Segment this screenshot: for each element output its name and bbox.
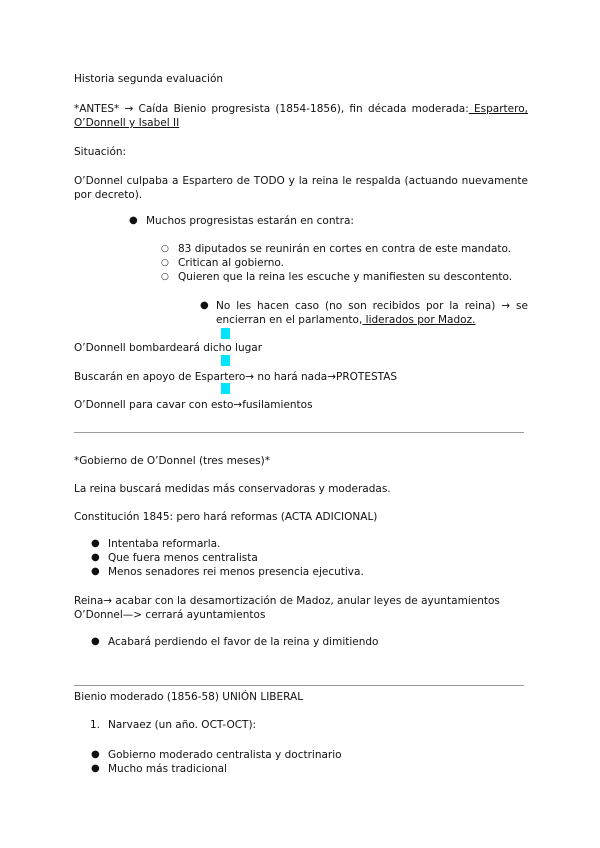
consequence-2: Buscarán en apoyo de Espartero→ no hará nada→PROTESTAS [74, 371, 398, 383]
numbered-item-1: Narvaez (un año. OCT-OCT): [108, 719, 257, 731]
level3-text: No les hacen caso (no son recibidos por la reina) → se encierran en el parlamento, [216, 300, 528, 326]
level2-bullet-2: Critican al gobierno. [178, 257, 284, 269]
bullet-dot-icon: ● [91, 636, 100, 647]
bullet-dot-icon: ● [91, 763, 100, 774]
comment-marker-icon[interactable] [221, 355, 230, 366]
consequence-3: O’Donnell para cavar con esto→fusilamientos [74, 399, 313, 411]
level3-underlined: liderados por Madoz. [362, 314, 476, 326]
horizontal-divider [74, 685, 524, 686]
gobierno-bullet-1: Intentaba reformarla. [108, 538, 221, 550]
page-title: Historia segunda evaluación [74, 73, 224, 85]
gobierno-bullet-2: Que fuera menos centralista [108, 552, 258, 564]
bullet-dot-icon: ● [129, 215, 138, 226]
odonnel-cerrara: O’Donnel—> cerrará ayuntamientos [74, 609, 266, 621]
consequence-1: O’Donnell bombardeará dicho lugar [74, 342, 263, 354]
bienio-heading: Bienio moderado (1856-58) UNIÓN LIBERAL [74, 691, 304, 703]
circle-bullet-icon: ○ [161, 258, 169, 268]
circle-bullet-icon: ○ [161, 244, 169, 254]
level2-bullet-3: Quieren que la reina les escuche y manifiesten su descontento. [178, 271, 513, 283]
bienio-bullet-2: Mucho más tradicional [108, 763, 227, 775]
numbered-item-number: 1. [90, 719, 101, 731]
situacion-label: Situación: [74, 146, 127, 158]
gobierno-bullet-3: Menos senadores rei menos presencia ejecutiva. [108, 566, 364, 578]
antes-text: *ANTES* → Caída Bienio progresista (1854-1856), fin década moderada: [74, 103, 469, 115]
gobierno-final-bullet: Acabará perdiendo el favor de la reina y dimitiendo [108, 636, 379, 648]
odonnel-culpaba: O’Donnel culpaba a Espartero de TODO y la reina le respalda (actuando nuevamente por decreto). [74, 175, 528, 201]
level1-bullet: Muchos progresistas estarán en contra: [146, 215, 354, 227]
bullet-dot-icon: ● [91, 566, 100, 577]
antes-underlined: Espartero, O’Donnell y Isabel II [74, 103, 528, 129]
bullet-dot-icon: ● [91, 538, 100, 549]
bullet-dot-icon: ● [91, 552, 100, 563]
circle-bullet-icon: ○ [161, 272, 169, 282]
bienio-bullet-1: Gobierno moderado centralista y doctrinario [108, 749, 342, 761]
comment-marker-icon[interactable] [221, 328, 230, 339]
reina-acabar: Reina→ acabar con la desamortización de Madoz, anular leyes de ayuntamientos [74, 595, 500, 607]
gobierno-constitucion: Constitución 1845: pero hará reformas (ACTA ADICIONAL) [74, 511, 378, 523]
comment-marker-icon[interactable] [221, 383, 230, 394]
antes-paragraph [74, 102, 528, 130]
gobierno-heading: *Gobierno de O’Donnel (tres meses)* [74, 455, 271, 467]
level2-bullet-1: 83 diputados se reunirán en cortes en contra de este mandato. [178, 243, 512, 255]
bullet-dot-icon: ● [91, 749, 100, 760]
bullet-dot-icon: ● [200, 300, 209, 311]
level3-bullet [216, 299, 528, 327]
horizontal-divider [74, 432, 524, 433]
gobierno-reina: La reina buscará medidas más conservadoras y moderadas. [74, 483, 391, 495]
